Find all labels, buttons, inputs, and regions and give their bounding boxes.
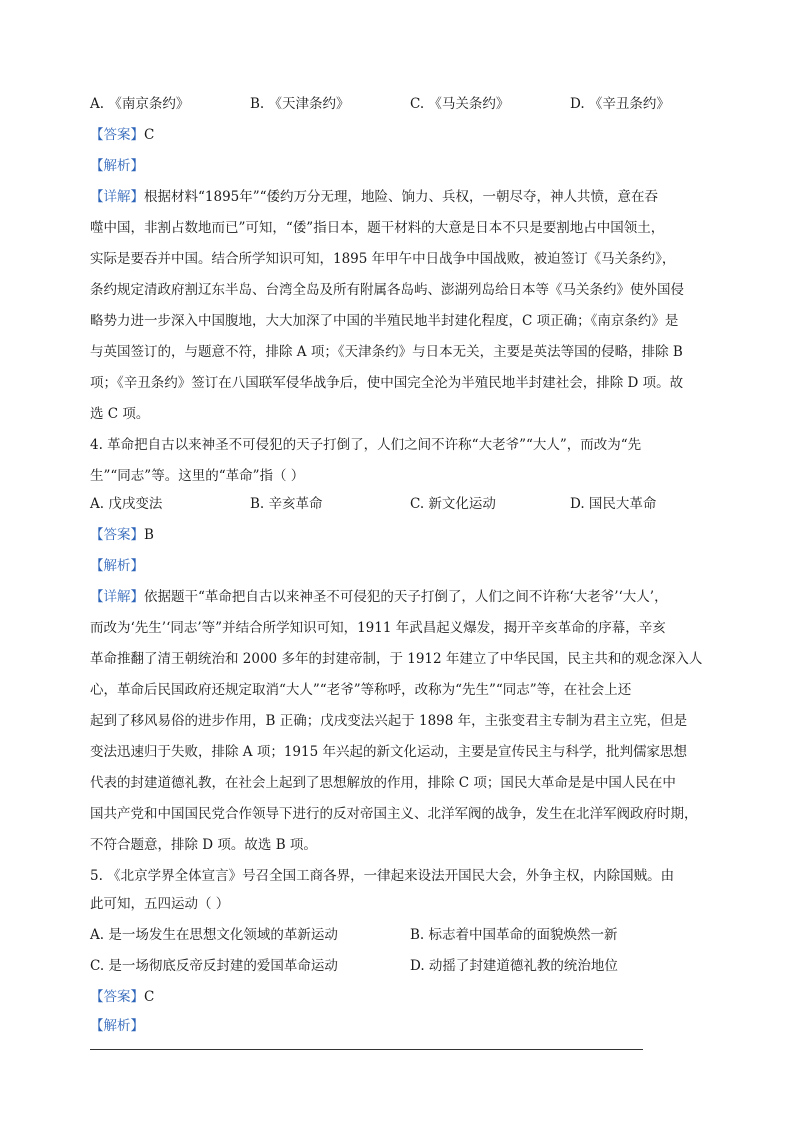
q3-detail-line: 与英国签订的，与题意不符，排除 A 项；《天津条约》与日本无关，主要是英法等国的侵略，排除 B xyxy=(90,344,683,360)
answer-value: C xyxy=(144,127,155,143)
q3-detail-line xyxy=(90,187,710,207)
analysis-tag: 【解析】 xyxy=(90,158,144,174)
q4-answer xyxy=(90,525,710,545)
q3-detail-line: 略势力进一步深入中国腹地，大大加深了中国的半殖民地半封建化程度，C 项正确；《南京条约》是 xyxy=(90,313,679,329)
q4-option-d: D. 国民大革命 xyxy=(570,496,657,512)
q3-option-b: B. 《天津条约》 xyxy=(250,96,350,112)
answer-value: C xyxy=(144,989,155,1005)
q4-stem-line: 4. 革命把自古以来神圣不可侵犯的天子打倒了，人们之间不许称“大老爷”“大人”，而改为“先 xyxy=(90,437,642,453)
q5-stem-line: 此可知，五四运动（ ） xyxy=(90,896,230,912)
q3-analysis-tag xyxy=(90,156,710,176)
q4-detail-line: 革命推翻了清王朝统治和 2000 多年的封建帝制，于 1912 年建立了中华民国，民主共和的观念深入人 xyxy=(90,651,703,667)
q4-option-a: A. 戊戌变法 xyxy=(90,496,163,512)
detail-tag: 【详解】 xyxy=(90,589,144,605)
q3-detail-line: 项；《辛丑条约》签订在八国联军侵华战争后，使中国完全沦为半殖民地半封建社会，排除 D 项。故 xyxy=(90,375,684,391)
q4-detail-line: 变法迅速归于失败，排除 A 项；1915 年兴起的新文化运动，主要是宣传民主与科学，批判儒家思想 xyxy=(90,744,687,760)
q5-option-c: C. 是一场彻底反帝反封建的爱国革命运动 xyxy=(90,958,338,974)
q5-option-a: A. 是一场发生在思想文化领域的革新运动 xyxy=(90,927,338,943)
q4-detail-line: 不符合题意，排除 D 项。故选 B 项。 xyxy=(90,837,317,853)
q4-stem-line: 生”“同志”等。这里的“革命”指（ ） xyxy=(90,468,305,484)
answer-tag: 【答案】 xyxy=(90,527,144,543)
q3-option-d: D. 《辛丑条约》 xyxy=(570,96,670,112)
footer-divider xyxy=(90,1049,643,1050)
q3-detail-line: 条约规定清政府割辽东半岛、台湾全岛及所有附属各岛屿、澎湖列岛给日本等《马关条约》使外国侵 xyxy=(90,282,684,298)
q5-option-d: D. 动摇了封建道德礼教的统治地位 xyxy=(410,958,618,974)
q5-option-b: B. 标志着中国革命的面貌焕然一新 xyxy=(410,927,618,943)
q4-detail-line: 国共产党和中国国民党合作领导下进行的反对帝国主义、北洋军阀的战争，发生在北洋军阀政府时期， xyxy=(90,806,698,822)
q3-detail-line: 选 C 项。 xyxy=(90,406,150,422)
q4-detail-line: 代表的封建道德礼教，在社会上起到了思想解放的作用，排除 C 项；国民大革命是是中国人民在中 xyxy=(90,775,676,791)
q3-detail-line: 实际是要吞并中国。结合所学知识可知，1895 年甲午中日战争中国战败，被迫签订《马关条约》， xyxy=(90,251,676,267)
q4-detail-line xyxy=(90,587,710,607)
q3-option-c: C. 《马关条约》 xyxy=(410,96,510,112)
q4-option-c: C. 新文化运动 xyxy=(410,496,496,512)
q3-answer xyxy=(90,125,710,145)
q3-option-a: A. 《南京条约》 xyxy=(90,96,190,112)
detail-text: 依据题干“革命把自古以来神圣不可侵犯的天子打倒了，人们之间不许称‘大老爷’‘大人’， xyxy=(144,589,668,605)
answer-tag: 【答案】 xyxy=(90,989,144,1005)
analysis-tag: 【解析】 xyxy=(90,558,144,574)
q5-answer xyxy=(90,987,710,1007)
q4-detail-line: 心，革命后民国政府还规定取消“大人”“老爷”等称呼，改称为“先生”“同志”等，在社会上还 xyxy=(90,682,632,698)
q4-detail-line: 而改为‘先生’‘同志’等”并结合所学知识可知，1911 年武昌起义爆发，揭开辛亥革命的序幕，辛亥 xyxy=(90,620,666,636)
q4-detail-line: 起到了移风易俗的进步作用，B 正确；戊戌变法兴起于 1898 年，主张变君主专制为君主立宪，但是 xyxy=(90,713,688,729)
q3-detail-line: 噬中国，非割占数地而已”可知，“倭”指日本，题干材料的大意是日本不只是要割地占中国领土， xyxy=(90,220,665,236)
answer-tag: 【答案】 xyxy=(90,127,144,143)
detail-tag: 【详解】 xyxy=(90,189,144,205)
q5-stem-line: 5. 《北京学界全体宣言》号召全国工商各界，一律起来设法开国民大会，外争主权，内除国贼。由 xyxy=(90,868,675,884)
answer-value: B xyxy=(144,527,154,543)
analysis-tag: 【解析】 xyxy=(90,1018,144,1034)
q5-analysis-tag xyxy=(90,1016,710,1036)
q4-option-b: B. 辛亥革命 xyxy=(250,496,323,512)
detail-text: 根据材料“1895年”“倭约万分无理，地险、饷力、兵权，一朝尽夺，神人共愤，意在吞 xyxy=(144,189,659,205)
q4-analysis-tag xyxy=(90,556,710,576)
